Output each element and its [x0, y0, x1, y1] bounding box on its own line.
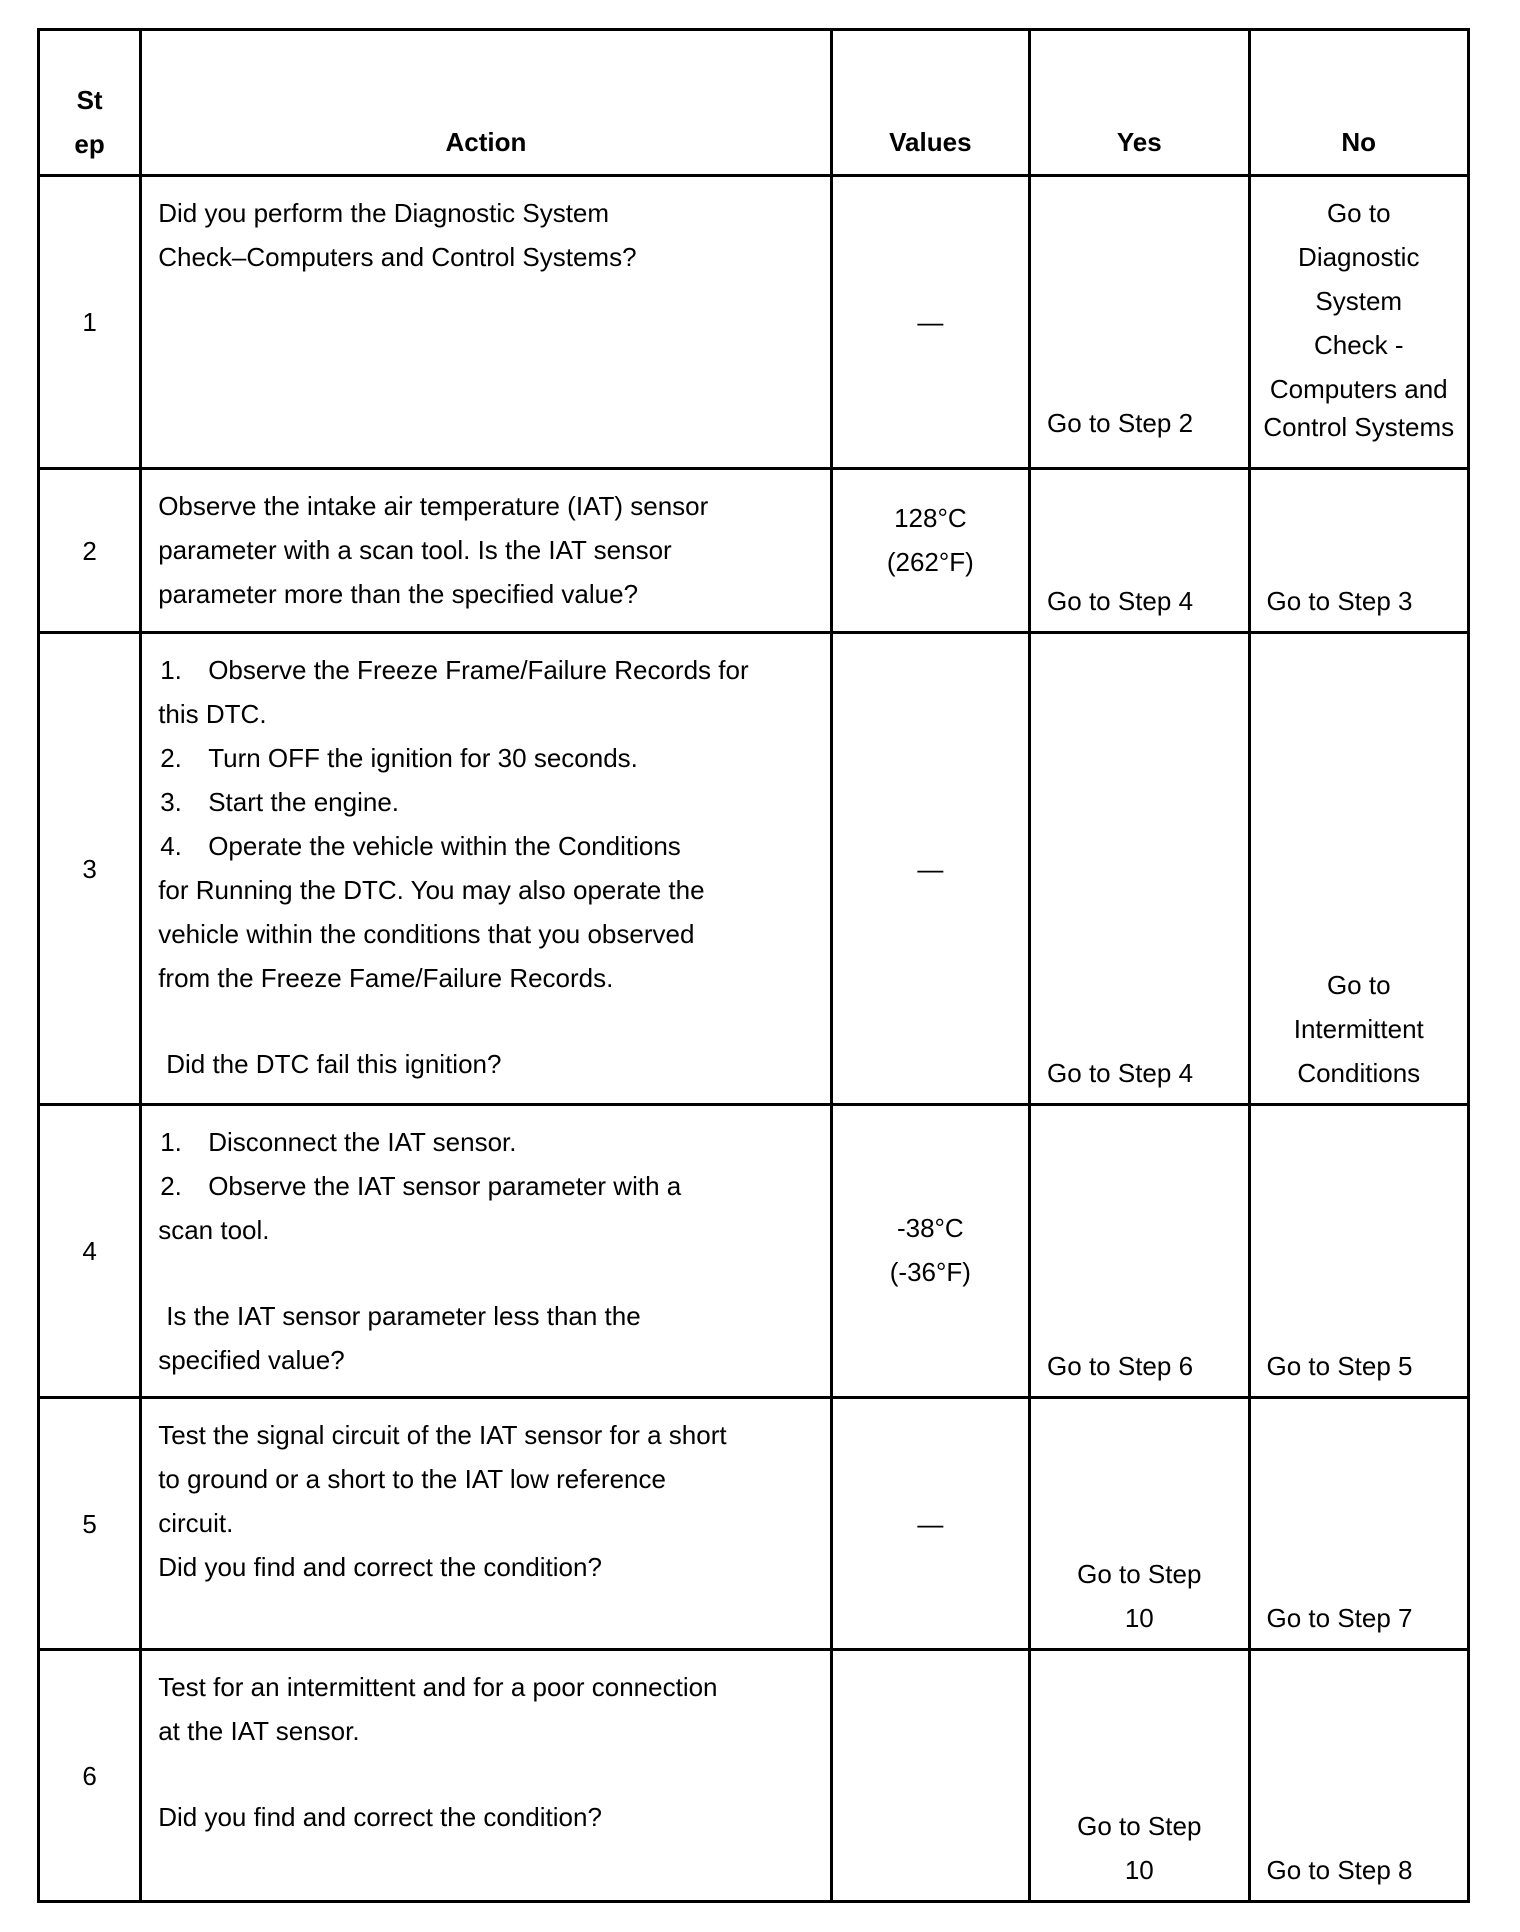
no-link-line[interactable]: System [1315, 286, 1403, 316]
step-number: 2 [39, 469, 141, 633]
no-link[interactable]: Go to Step 8 [1266, 1855, 1413, 1885]
value-line: 128°C [894, 503, 967, 533]
header-yes: Yes [1030, 30, 1249, 176]
values-cell [831, 1650, 1029, 1902]
yes-link-line[interactable]: 10 [1124, 1855, 1154, 1885]
yes-cell [1030, 1398, 1249, 1650]
action-line: from the Freeze Fame/Failure Records. [158, 963, 614, 993]
no-link-line[interactable]: Go to [1326, 970, 1391, 1000]
action-line: for Running the DTC. You may also operate the [158, 875, 705, 905]
action-line: parameter with a scan tool. Is the IAT sensor [158, 535, 672, 565]
yes-link[interactable]: Go to Step 6 [1047, 1351, 1194, 1381]
no-cell [1249, 176, 1469, 469]
no-link-line[interactable]: Diagnostic [1298, 242, 1420, 272]
yes-link-line[interactable]: Go to Step [1077, 1559, 1202, 1589]
action-question: Is the IAT sensor parameter less than the [166, 1301, 641, 1331]
no-link-line[interactable]: Conditions [1297, 1058, 1421, 1088]
diagnostic-table [37, 28, 1470, 1903]
action-item: 1. Disconnect the IAT sensor. [160, 1127, 517, 1157]
header-step-line2: ep [74, 129, 105, 159]
header-step [39, 30, 141, 176]
no-link[interactable]: Go to Step 7 [1266, 1603, 1413, 1633]
action-question: specified value? [158, 1345, 345, 1375]
action-line: scan tool. [158, 1215, 270, 1245]
action-cell [141, 633, 831, 1105]
step-number: 3 [39, 633, 141, 1105]
step-number: 6 [39, 1650, 141, 1902]
action-cell [141, 1105, 831, 1398]
table-row [39, 176, 1469, 469]
spacer [158, 1753, 815, 1795]
no-link-line[interactable]: Check - [1313, 330, 1404, 360]
value-line: (-36°F) [889, 1257, 971, 1287]
action-line: Did you perform the Diagnostic System [158, 198, 610, 228]
table-row [39, 1105, 1469, 1398]
yes-cell [1030, 469, 1249, 633]
action-line: to ground or a short to the IAT low reference [158, 1464, 666, 1494]
value-line: (262°F) [886, 547, 974, 577]
yes-link-line[interactable]: 10 [1124, 1603, 1154, 1633]
yes-cell [1030, 1105, 1249, 1398]
header-values: Values [831, 30, 1029, 176]
yes-link[interactable]: Go to Step 4 [1047, 1058, 1194, 1088]
action-item: 4. Operate the vehicle within the Conditions [160, 831, 681, 861]
table-row [39, 469, 1469, 633]
step-number: 5 [39, 1398, 141, 1650]
action-line: this DTC. [158, 699, 267, 729]
action-line: Did you find and correct the condition? [158, 1552, 602, 1582]
action-line: at the IAT sensor. [158, 1716, 360, 1746]
table-row [39, 633, 1469, 1105]
step-number: 4 [39, 1105, 141, 1398]
action-item: 2. Observe the IAT sensor parameter with a [160, 1171, 682, 1201]
step-number: 1 [39, 176, 141, 469]
action-item: 2. Turn OFF the ignition for 30 seconds. [160, 743, 638, 773]
yes-cell [1030, 1650, 1249, 1902]
action-line: Check–Computers and Control Systems? [158, 242, 637, 272]
action-item: 3. Start the engine. [160, 787, 400, 817]
header-action: Action [141, 30, 831, 176]
no-link-line[interactable]: Control Systems [1263, 412, 1455, 442]
yes-link[interactable]: Go to Step 4 [1047, 586, 1194, 616]
no-cell [1249, 1105, 1469, 1398]
no-cell [1249, 469, 1469, 633]
no-cell [1249, 1398, 1469, 1650]
yes-link-line[interactable]: Go to Step [1077, 1811, 1202, 1841]
no-cell [1249, 1650, 1469, 1902]
action-line: circuit. [158, 1508, 234, 1538]
value-line: -38°C [896, 1213, 964, 1243]
action-line: Observe the intake air temperature (IAT) sensor [158, 491, 709, 521]
action-line: vehicle within the conditions that you observed [158, 919, 695, 949]
spacer [158, 1252, 815, 1294]
values-cell [831, 1105, 1029, 1398]
action-cell [141, 176, 831, 469]
action-line: Test the signal circuit of the IAT sensor for a short [158, 1420, 727, 1450]
header-step-line1: St [76, 85, 103, 115]
no-link-line[interactable]: Computers and [1269, 374, 1448, 404]
header-no: No [1249, 30, 1469, 176]
values-cell: — [831, 633, 1029, 1105]
no-cell [1249, 633, 1469, 1105]
action-line: parameter more than the specified value? [158, 579, 639, 609]
yes-cell [1030, 176, 1249, 469]
action-line: Test for an intermittent and for a poor connection [158, 1672, 718, 1702]
no-link-line[interactable]: Go to [1326, 198, 1391, 228]
yes-link[interactable]: Go to Step 2 [1047, 408, 1194, 438]
action-cell [141, 1398, 831, 1650]
action-item: 1. Observe the Freeze Frame/Failure Records for [160, 655, 749, 685]
header-row [39, 30, 1469, 176]
no-link[interactable]: Go to Step 3 [1266, 586, 1413, 616]
values-cell: — [831, 176, 1029, 469]
table-row [39, 1398, 1469, 1650]
no-link[interactable]: Go to Step 5 [1266, 1351, 1413, 1381]
action-question: Did you find and correct the condition? [158, 1802, 602, 1832]
no-link-line[interactable]: Intermittent [1293, 1014, 1424, 1044]
yes-cell [1030, 633, 1249, 1105]
table-row [39, 1650, 1469, 1902]
action-cell [141, 469, 831, 633]
spacer [158, 1000, 815, 1042]
action-cell [141, 1650, 831, 1902]
action-question: Did the DTC fail this ignition? [166, 1049, 502, 1079]
values-cell [831, 469, 1029, 633]
values-cell: — [831, 1398, 1029, 1650]
